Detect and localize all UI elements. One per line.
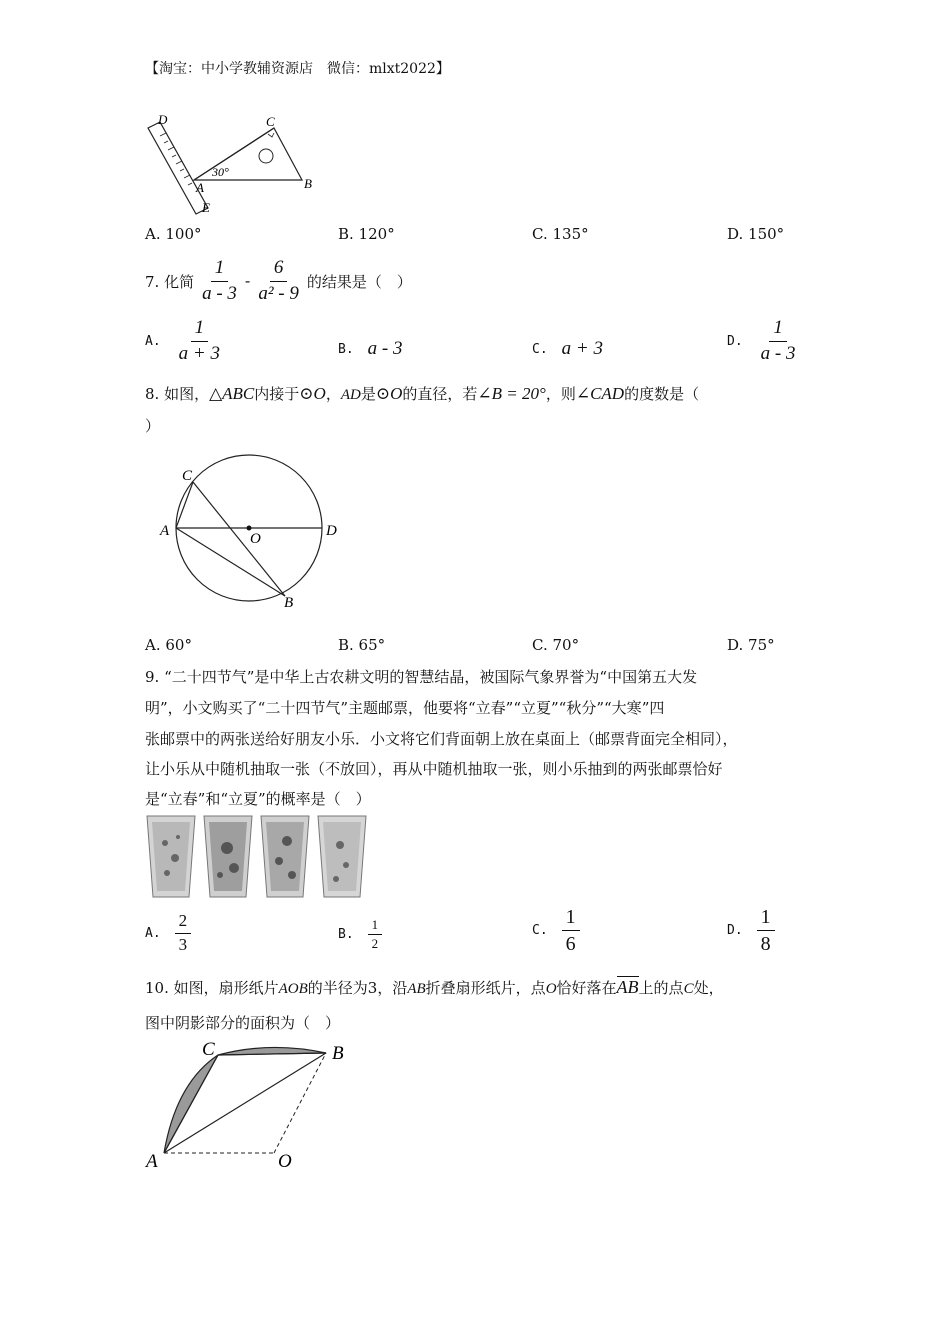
q9-line-3: 张邮票中的两张送给好朋友小乐．小文将它们背面朝上放在桌面上（邮票背面完全相同）， xyxy=(145,730,738,748)
q9-option-b: B. $\frac{1}{2}$ xyxy=(338,918,382,952)
q7-option-d: D. $\frac{1}{a - 3}$ xyxy=(727,317,796,364)
q8-stem-line2: ） xyxy=(145,417,161,435)
label-D: D xyxy=(326,523,337,539)
label-E: E xyxy=(202,200,210,215)
label-C: C xyxy=(182,468,193,484)
q10-stem-line2: 图中阴影部分的面积为（ ） xyxy=(145,1014,341,1032)
q9-line-2: 明”，小文购买了“二十四节气”主题邮票，他要将“立春”“立夏”“秋分”“大寒”四 xyxy=(145,699,665,717)
q6-option-a: A. 100° xyxy=(145,225,202,243)
stamp-image-1 xyxy=(145,813,197,899)
q10-stem: 10. 如图，扇形纸片AOB的半径为3，沿AB折叠扇形纸片，点O恰好落在AB上的点C处， xyxy=(145,977,724,997)
q8-option-c: C. 70° xyxy=(532,636,580,654)
q7-option-b: B. a - 3 xyxy=(338,338,403,359)
stamp-image-2 xyxy=(202,813,254,899)
q7-stem xyxy=(145,258,412,305)
q9-option-a: A. $\frac{2}{3}$ xyxy=(145,912,191,954)
label-O: O xyxy=(278,1151,292,1172)
arc-ab: AB xyxy=(616,977,639,997)
q7-minus: - xyxy=(244,272,251,291)
q8-option-a: A. 60° xyxy=(145,636,192,654)
stamp-image-3 xyxy=(259,813,311,899)
figure-q10 xyxy=(140,1035,360,1175)
label-A: A xyxy=(146,1151,158,1172)
page-header: 【淘宝：中小学教辅资源店 微信：mlxt2022】 xyxy=(145,61,450,77)
q9-option-d: D. $\frac{1}{8}$ xyxy=(727,906,775,955)
q9-line-5: 是“立春”和“立夏”的概率是（ ） xyxy=(145,790,371,808)
q8-stem: 8. 如图，△ABC内接于⊙O，AD是⊙O的直径，若∠B = 20°，则∠CAD的度数是（ xyxy=(145,384,700,403)
label-A: A xyxy=(196,180,204,195)
angle-30: 30° xyxy=(212,165,229,179)
stamp-image-4 xyxy=(316,813,368,899)
label-C: C xyxy=(202,1039,215,1060)
figure-q8 xyxy=(150,450,350,615)
q9-line-1: 9. “二十四节气”是中华上古农耕文明的智慧结晶，被国际气象界誉为“中国第五大发 xyxy=(145,668,698,686)
q7-suffix: 的结果是（ ） xyxy=(306,272,412,291)
q8-option-d: D. 75° xyxy=(727,636,775,654)
label-B: B xyxy=(304,176,312,191)
q7-prefix: 7. 化简 xyxy=(145,272,195,291)
q7-option-a: A. $\frac{1}{a + 3}$ xyxy=(145,317,220,364)
q6-option-b: B. 120° xyxy=(338,225,395,243)
q9-option-c: C. $\frac{1}{6}$ xyxy=(532,906,580,955)
figure-q6 xyxy=(140,110,330,220)
q7-fraction-2: $\frac{6}{\text{a² - 9}}$ xyxy=(258,257,299,304)
label-O: O xyxy=(250,531,261,547)
label-A: A xyxy=(160,523,170,539)
q9-line-4: 让小乐从中随机抽取一张（不放回），再从中随机抽取一张，则小乐抽到的两张邮票恰好 xyxy=(145,760,723,778)
label-B: B xyxy=(332,1043,344,1064)
label-C: C xyxy=(266,114,275,129)
q7-fraction-1: $\frac{1}{a - 3}$ xyxy=(202,257,237,304)
label-B: B xyxy=(284,595,294,611)
q6-option-d: D. 150° xyxy=(727,225,785,243)
q6-option-c: C. 135° xyxy=(532,225,589,243)
q8-option-b: B. 65° xyxy=(338,636,386,654)
label-D: D xyxy=(158,112,168,127)
q7-option-c: C. a + 3 xyxy=(532,338,603,359)
